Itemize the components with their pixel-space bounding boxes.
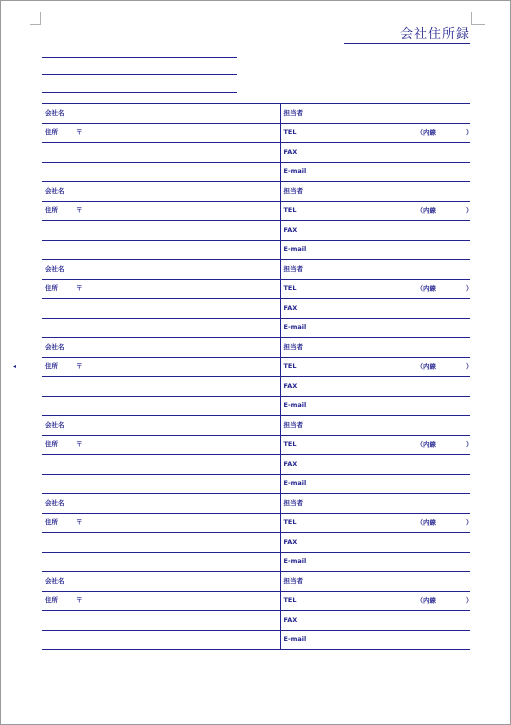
card-2-address-row xyxy=(42,201,470,221)
card-cell-right[interactable] xyxy=(280,201,473,221)
card-cell-right[interactable] xyxy=(280,552,470,572)
card-cell-right[interactable] xyxy=(280,377,470,397)
card-cell-left[interactable] xyxy=(42,630,280,650)
card-6-address-line-row xyxy=(42,533,470,553)
field-label: 住所 xyxy=(45,284,58,293)
extension-field[interactable] xyxy=(417,207,473,214)
card-3-address-row xyxy=(42,279,470,299)
card-cell-left[interactable] xyxy=(42,240,280,260)
field-label: 住所 xyxy=(45,596,58,605)
card-7-email-row xyxy=(42,630,470,650)
card-6-address-row xyxy=(42,513,470,533)
extension-field[interactable] xyxy=(417,285,473,292)
card-2-email-row xyxy=(42,240,470,260)
card-cell-left[interactable] xyxy=(42,513,280,533)
card-cell-right[interactable] xyxy=(280,318,470,338)
field-label: 会社名 xyxy=(45,576,65,585)
extension-close-label: ） xyxy=(466,128,473,137)
card-cell-right[interactable] xyxy=(280,338,470,358)
card-cell-left[interactable] xyxy=(42,299,280,319)
field-label: E-mail xyxy=(283,245,307,254)
card-cell-left[interactable] xyxy=(42,162,280,182)
extension-field[interactable] xyxy=(417,519,473,526)
extension-open-label: （内線 xyxy=(416,362,436,371)
field-label: 〒 xyxy=(76,518,83,527)
card-cell-right[interactable] xyxy=(280,143,470,163)
extension-open-label: （内線 xyxy=(416,284,436,293)
card-cell-left[interactable] xyxy=(42,318,280,338)
card-cell-left[interactable] xyxy=(42,123,280,143)
field-label: FAX xyxy=(283,537,298,546)
card-cell-right[interactable] xyxy=(280,474,470,494)
field-label: 担当者 xyxy=(283,576,303,585)
card-5-address-row xyxy=(42,435,470,455)
card-1-address-line-row xyxy=(42,143,470,163)
field-label: TEL xyxy=(283,362,297,371)
extension-close-label: ） xyxy=(466,206,473,215)
card-cell-left[interactable] xyxy=(42,221,280,241)
card-7-address-row xyxy=(42,591,470,611)
field-label: 担当者 xyxy=(283,264,303,273)
card-cell-right[interactable] xyxy=(280,630,470,650)
field-label: FAX xyxy=(283,147,298,156)
field-label: E-mail xyxy=(283,323,307,332)
field-label: 〒 xyxy=(76,284,83,293)
card-3-company-row xyxy=(42,260,470,280)
card-cell-right[interactable] xyxy=(280,182,470,202)
card-6-company-row xyxy=(42,494,470,514)
field-label: E-mail xyxy=(283,635,307,644)
field-label: FAX xyxy=(283,381,298,390)
header-line-1 xyxy=(42,57,237,58)
card-cell-left[interactable] xyxy=(42,377,280,397)
extension-close-label: ） xyxy=(466,284,473,293)
card-4-address-line-row xyxy=(42,377,470,397)
card-cell-left[interactable] xyxy=(42,474,280,494)
card-cell-left[interactable] xyxy=(42,572,280,592)
document-title: 会社住所録 xyxy=(344,26,470,44)
extension-field[interactable] xyxy=(417,363,473,370)
card-7-address-line-row xyxy=(42,611,470,631)
card-cell-right[interactable] xyxy=(280,260,470,280)
field-label: 会社名 xyxy=(45,264,65,273)
field-label: FAX xyxy=(283,225,298,234)
card-cell-left[interactable] xyxy=(42,104,280,124)
card-cell-right[interactable] xyxy=(280,611,470,631)
field-label: 住所 xyxy=(45,128,58,137)
field-label: 担当者 xyxy=(283,498,303,507)
extension-close-label: ） xyxy=(466,596,473,605)
card-cell-left[interactable] xyxy=(42,143,280,163)
card-cell-right[interactable] xyxy=(280,455,470,475)
card-cell-right[interactable] xyxy=(280,591,473,611)
card-cell-left[interactable] xyxy=(42,338,280,358)
field-label: 〒 xyxy=(76,596,83,605)
field-label: 会社名 xyxy=(45,342,65,351)
field-label: E-mail xyxy=(283,479,307,488)
extension-field[interactable] xyxy=(417,597,473,604)
field-label: 会社名 xyxy=(45,186,65,195)
card-3-email-row xyxy=(42,318,470,338)
field-label: 担当者 xyxy=(283,342,303,351)
card-1-address-row xyxy=(42,123,470,143)
card-cell-left[interactable] xyxy=(42,494,280,514)
field-label: E-mail xyxy=(283,401,307,410)
field-label: FAX xyxy=(283,615,298,624)
card-cell-left[interactable] xyxy=(42,260,280,280)
card-2-company-row xyxy=(42,182,470,202)
card-5-email-row xyxy=(42,474,470,494)
extension-field[interactable] xyxy=(417,129,473,136)
card-cell-left[interactable] xyxy=(42,533,280,553)
card-cell-right[interactable] xyxy=(280,240,470,260)
field-label: E-mail xyxy=(283,167,307,176)
card-1-email-row xyxy=(42,162,470,182)
card-cell-right[interactable] xyxy=(280,221,470,241)
extension-open-label: （内線 xyxy=(416,596,436,605)
field-label: TEL xyxy=(283,440,297,449)
card-6-email-row xyxy=(42,552,470,572)
header-line-2 xyxy=(42,74,237,75)
card-cell-left[interactable] xyxy=(42,396,280,416)
card-cell-left[interactable] xyxy=(42,182,280,202)
card-2-address-line-row xyxy=(42,221,470,241)
card-cell-left[interactable] xyxy=(42,435,280,455)
card-cell-left[interactable] xyxy=(42,416,280,436)
field-label: TEL xyxy=(283,284,297,293)
address-card-table xyxy=(42,103,473,650)
field-label: 会社名 xyxy=(45,420,65,429)
field-label: TEL xyxy=(283,206,297,215)
extension-open-label: （内線 xyxy=(416,206,436,215)
card-cell-left[interactable] xyxy=(42,279,280,299)
field-label: 〒 xyxy=(76,206,83,215)
card-cell-right[interactable] xyxy=(280,435,473,455)
card-cell-right[interactable] xyxy=(280,162,470,182)
crop-mark-top-left xyxy=(30,12,41,25)
card-cell-right[interactable] xyxy=(280,533,470,553)
card-cell-right[interactable] xyxy=(280,572,470,592)
card-cell-right[interactable] xyxy=(280,416,470,436)
header-line-3 xyxy=(42,92,237,93)
card-cell-right[interactable] xyxy=(280,513,473,533)
extension-close-label: ） xyxy=(466,518,473,527)
card-cell-left[interactable] xyxy=(42,591,280,611)
field-label: 住所 xyxy=(45,206,58,215)
field-label: 担当者 xyxy=(283,186,303,195)
field-label: TEL xyxy=(283,596,297,605)
extension-open-label: （内線 xyxy=(416,128,436,137)
field-label: 担当者 xyxy=(283,108,303,117)
extension-close-label: ） xyxy=(466,440,473,449)
field-label: 〒 xyxy=(76,128,83,137)
card-cell-right[interactable] xyxy=(280,299,470,319)
card-4-email-row xyxy=(42,396,470,416)
card-4-address-row xyxy=(42,357,470,377)
card-cell-left[interactable] xyxy=(42,552,280,572)
field-label: 〒 xyxy=(76,440,83,449)
card-cell-left[interactable] xyxy=(42,611,280,631)
card-3-address-line-row xyxy=(42,299,470,319)
field-label: 〒 xyxy=(76,362,83,371)
field-label: 会社名 xyxy=(45,108,65,117)
field-label: 住所 xyxy=(45,440,58,449)
card-cell-right[interactable] xyxy=(280,104,470,124)
field-label: TEL xyxy=(283,518,297,527)
margin-marker-icon: ◂ xyxy=(13,363,17,370)
field-label: 担当者 xyxy=(283,420,303,429)
field-label: FAX xyxy=(283,459,298,468)
field-label: 会社名 xyxy=(45,498,65,507)
field-label: E-mail xyxy=(283,557,307,566)
field-label: FAX xyxy=(283,303,298,312)
field-label: 住所 xyxy=(45,518,58,527)
card-cell-right[interactable] xyxy=(280,357,473,377)
extension-open-label: （内線 xyxy=(416,518,436,527)
card-4-company-row xyxy=(42,338,470,358)
extension-field[interactable] xyxy=(417,441,473,448)
card-cell-right[interactable] xyxy=(280,279,473,299)
card-cell-left[interactable] xyxy=(42,201,280,221)
card-cell-right[interactable] xyxy=(280,396,470,416)
card-cell-left[interactable] xyxy=(42,455,280,475)
card-1-company-row xyxy=(42,104,470,124)
card-7-company-row xyxy=(42,572,470,592)
card-cell-left[interactable] xyxy=(42,357,280,377)
card-5-address-line-row xyxy=(42,455,470,475)
field-label: 住所 xyxy=(45,362,58,371)
card-5-company-row xyxy=(42,416,470,436)
extension-open-label: （内線 xyxy=(416,440,436,449)
card-cell-right[interactable] xyxy=(280,494,470,514)
extension-close-label: ） xyxy=(466,362,473,371)
crop-mark-top-right xyxy=(471,12,485,25)
field-label: TEL xyxy=(283,128,297,137)
card-cell-right[interactable] xyxy=(280,123,473,143)
